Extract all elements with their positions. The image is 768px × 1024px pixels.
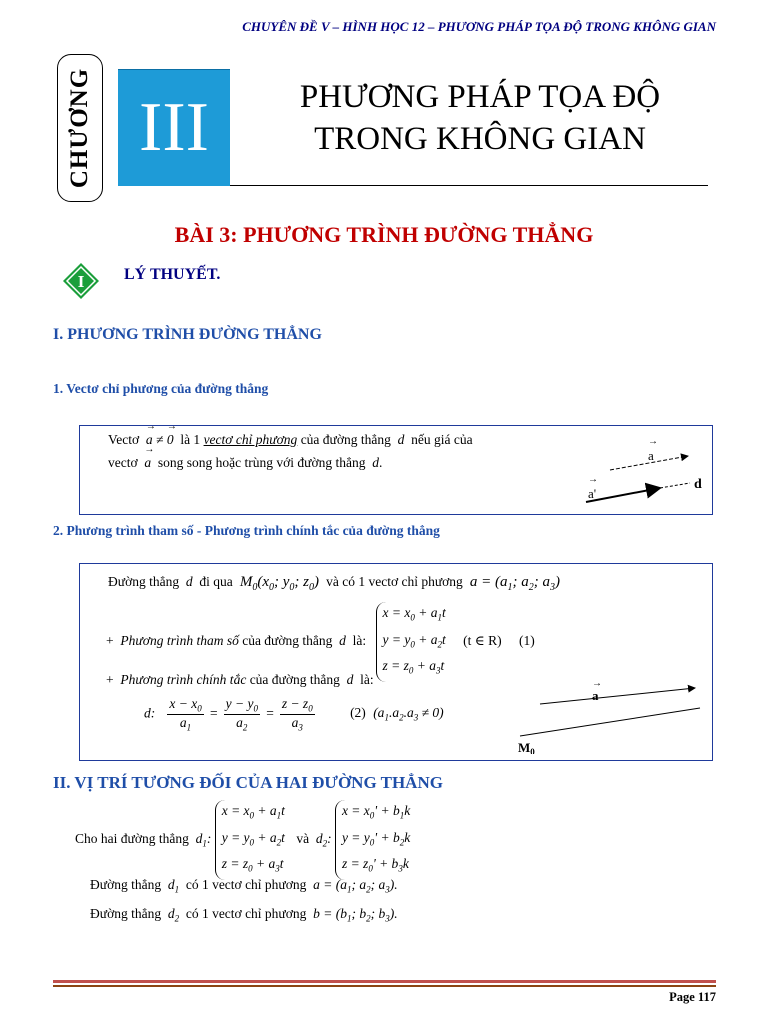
chapter-title-line1: PHƯƠNG PHÁP TỌA ĐỘ [299, 79, 661, 115]
two-lines-systems: Cho hai đường thẳng $d_1$: $x = x_0 + a_1t$ $y = y_0 + a_2t$ $z = z_0 + a_3t$ và $d_2$: $x = x_0' + b_1k$ $y = y_0' + b_2k$ $z = z_0' + b_3k$ [75, 800, 410, 880]
d2-direction-line: Đường thẳng $d_2$ có 1 vectơ chỉ phương $b = (b_1$; $b_2$; $b_3$). [90, 906, 398, 924]
chapter-number: III [139, 89, 209, 166]
box2-word: đi qua [199, 574, 233, 589]
fig-label-a: a [648, 448, 654, 463]
equation-number-2: (2) [350, 705, 366, 721]
box1-word: vectơ [108, 455, 138, 470]
param-eq-row [106, 602, 535, 682]
line-equations-box [79, 563, 713, 761]
d1-direction-line: Đường thẳng $d_1$ có 1 vectơ chỉ phương $a = (a_1$; $a_2$; $a_3$). [90, 877, 398, 895]
box1-word: là 1 [180, 432, 201, 447]
fig-label-a: a [592, 688, 599, 703]
box2-word: và có 1 vectơ chỉ phương [326, 574, 463, 589]
s2-word: Đường thẳng [90, 877, 162, 892]
section1-title: I. PHƯƠNG TRÌNH ĐƯỜNG THẲNG [53, 326, 322, 343]
vector-a-components: $a = (a_1$; $a_2$; $a_3$) [466, 574, 561, 593]
s2-word: có 1 vectơ chỉ phương [185, 906, 307, 921]
page-number: Page 117 [669, 990, 716, 1004]
two-lines-intro: Cho hai đường thẳng [75, 831, 189, 847]
running-header: CHUYÊN ĐỀ V – HÌNH HỌC 12 – PHƯƠNG PHÁP TỌA ĐỘ TRONG KHÔNG GIAN [242, 19, 716, 34]
line-d: d [335, 633, 350, 649]
direction-vector-box [79, 421, 713, 515]
box1-line1 [108, 421, 473, 448]
d2-system: $x = x_0' + b_1k$ $y = y_0' + b_2k$ $z = z_0' + b_3k$ [335, 800, 410, 880]
box2-word: của đường thẳng [242, 633, 333, 649]
theory-label: LÝ THUYẾT. [124, 266, 221, 283]
box2-word: Đường thẳng [108, 574, 180, 589]
fig-arrow-a: → [648, 436, 658, 447]
footer-rule-bottom [53, 985, 716, 987]
chapter-number-box [118, 69, 230, 186]
chapter-title-line2: TRONG KHÔNG GIAN [314, 121, 646, 157]
point-m0: $M_0(x_0$; $y_0$; $z_0$) [236, 574, 323, 593]
box1-word: Vectơ [108, 432, 140, 447]
box2-word: của đường thẳng [249, 672, 340, 687]
box1-word: của đường thẳng [300, 432, 391, 447]
param-condition: (t ∈ R) [463, 633, 502, 649]
footer-rule-top [53, 980, 716, 983]
s2-word: có 1 vectơ chỉ phương [185, 877, 307, 892]
theory-badge-icon [62, 262, 100, 300]
param-eq-system: $x = x_0 + a_1t$ $y = y_0 + a_2t$ $z = z_0 + a_3t$ [376, 602, 446, 682]
line-point-figure [500, 674, 710, 754]
subsection1-title: 1. Vectơ chỉ phương của đường thẳng [53, 381, 269, 396]
fig-label-d: d [694, 477, 702, 492]
line-d: d [368, 455, 379, 470]
vector-a-not-zero: a → ≠ 0 → [145, 421, 177, 447]
chapter-underline [230, 185, 708, 186]
chapter-word: CHƯƠNG [66, 67, 93, 189]
vector-a-prime-arrow [586, 488, 660, 502]
subsection2-title: 2. Phương trình tham số - Phương trình chính tắc của đường thẳng [53, 523, 440, 538]
fig-arrow-a-prime: → [588, 474, 598, 485]
lesson-title: BÀI 3: PHƯƠNG TRÌNH ĐƯỜNG THẲNG [174, 222, 594, 247]
s2-word: Đường thẳng [90, 906, 162, 921]
box1-word: song song hoặc trùng với đường thẳng [157, 455, 366, 470]
box2-word: là: [360, 672, 374, 687]
fig-label-a-prime: a' [588, 486, 597, 501]
box2-word: là: [352, 633, 367, 649]
equation-number-1: (1) [519, 633, 535, 649]
box1-line2: vectơ a → song song hoặc trùng với đường thẳng d. [108, 444, 383, 470]
box1-word: nếu giá của [411, 432, 473, 447]
chapter-title [240, 76, 720, 160]
canon-eq-label: Phương trình chính tắc [120, 672, 247, 687]
line-d: d [182, 574, 196, 589]
line-d: d [343, 672, 357, 687]
fig-arrow-a: → [592, 678, 602, 689]
fig-label-m0: $M_0$ [518, 740, 535, 754]
line-d [520, 708, 700, 736]
d1-system: $x = x_0 + a_1t$ $y = y_0 + a_2t$ $z = z_0 + a_3t$ [215, 800, 285, 880]
canon-eq-row [106, 672, 374, 688]
line-d-segment [660, 483, 690, 488]
param-eq-label: Phương trình tham số [120, 633, 239, 649]
bullet-plus: + [106, 672, 114, 687]
line-d: d [394, 432, 408, 447]
theory-badge-text: I [77, 272, 85, 291]
canon-eq-formula: d: $\frac{x - x_0}{a_1}$ = $\frac{y - y_0}{a_2}$ = $\frac{z - z_0}{a_3}$ (2) $(a_1.a_2.a_3 \ne 0)$ [144, 696, 444, 733]
vector-a-arrow [540, 688, 695, 704]
box2-line1 [108, 574, 560, 593]
bullet-plus: + [106, 633, 114, 649]
direction-vector-term: vectơ chỉ phương [203, 432, 298, 447]
vector-a: a → [144, 444, 155, 470]
section2-title: II. VỊ TRÍ TƯƠNG ĐỐI CỦA HAI ĐƯỜNG THẲNG [53, 773, 443, 792]
chapter-side-label [57, 54, 103, 202]
and-word: và [296, 831, 310, 847]
parallel-vectors-figure [560, 428, 710, 512]
